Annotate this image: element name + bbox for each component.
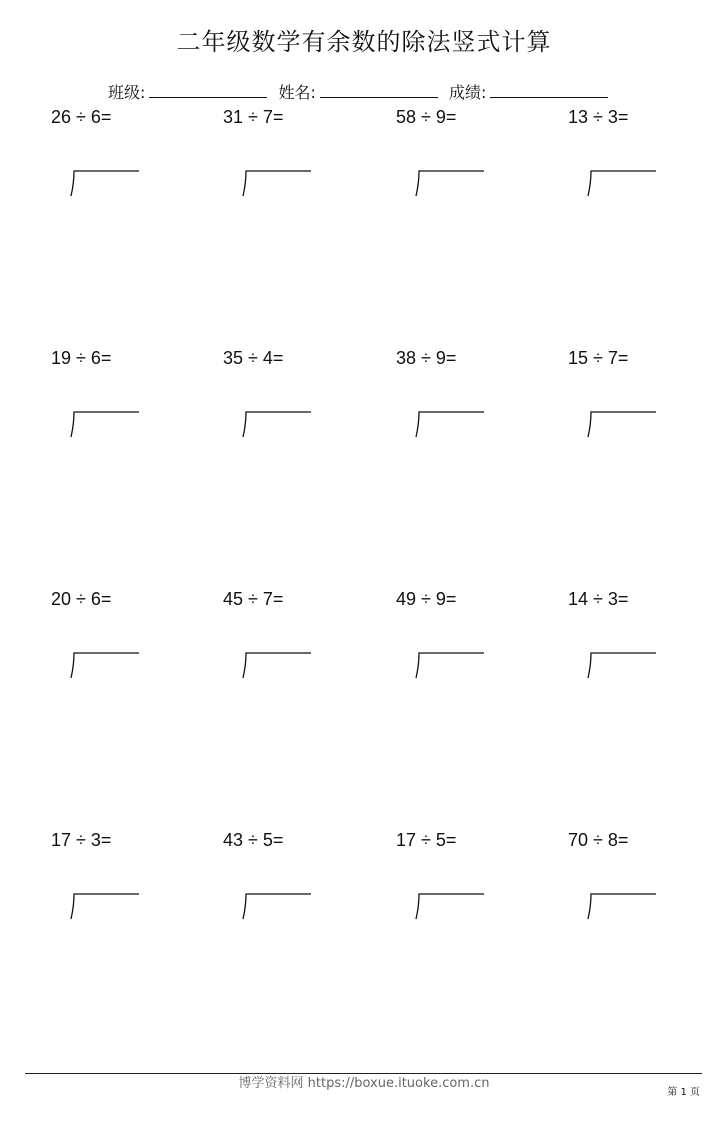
footer-source: 博学资料网 https://boxue.ituoke.com.cn bbox=[238, 1076, 490, 1091]
long-division-bracket[interactable] bbox=[414, 169, 486, 199]
division-expression: 20 ÷ 6= bbox=[51, 589, 112, 609]
problem-item bbox=[223, 107, 383, 227]
problem-item bbox=[568, 830, 728, 950]
problem-item bbox=[568, 589, 728, 709]
score-label: 成绩: bbox=[449, 83, 487, 102]
long-division-bracket[interactable] bbox=[241, 410, 313, 440]
long-division-bracket[interactable] bbox=[586, 169, 658, 199]
problem-item bbox=[51, 107, 211, 227]
long-division-bracket[interactable] bbox=[241, 892, 313, 922]
long-division-bracket[interactable] bbox=[414, 410, 486, 440]
problem-item bbox=[396, 107, 556, 227]
division-expression: 45 ÷ 7= bbox=[223, 589, 284, 609]
problem-item bbox=[396, 830, 556, 950]
long-division-bracket[interactable] bbox=[69, 410, 141, 440]
division-expression: 49 ÷ 9= bbox=[396, 589, 457, 609]
long-division-bracket[interactable] bbox=[241, 169, 313, 199]
problem-item bbox=[223, 348, 383, 468]
division-expression: 26 ÷ 6= bbox=[51, 107, 112, 127]
division-expression: 17 ÷ 3= bbox=[51, 830, 112, 850]
division-expression: 17 ÷ 5= bbox=[396, 830, 457, 850]
problem-item bbox=[223, 589, 383, 709]
problem-item bbox=[51, 830, 211, 950]
long-division-bracket[interactable] bbox=[414, 892, 486, 922]
division-expression: 58 ÷ 9= bbox=[396, 107, 457, 127]
division-expression: 14 ÷ 3= bbox=[568, 589, 629, 609]
long-division-bracket[interactable] bbox=[69, 169, 141, 199]
class-label: 班级: bbox=[108, 83, 146, 102]
division-expression: 15 ÷ 7= bbox=[568, 348, 629, 368]
long-division-bracket[interactable] bbox=[586, 892, 658, 922]
problem-item bbox=[568, 107, 728, 227]
long-division-bracket[interactable] bbox=[414, 651, 486, 681]
problem-item bbox=[568, 348, 728, 468]
problem-item bbox=[396, 589, 556, 709]
division-expression: 31 ÷ 7= bbox=[223, 107, 284, 127]
problem-item bbox=[223, 830, 383, 950]
division-expression: 70 ÷ 8= bbox=[568, 830, 629, 850]
page-title: 二年级数学有余数的除法竖式计算 bbox=[176, 28, 552, 56]
long-division-bracket[interactable] bbox=[586, 651, 658, 681]
long-division-bracket[interactable] bbox=[241, 651, 313, 681]
long-division-bracket[interactable] bbox=[69, 651, 141, 681]
division-expression: 19 ÷ 6= bbox=[51, 348, 112, 368]
problem-item bbox=[51, 348, 211, 468]
division-expression: 38 ÷ 9= bbox=[396, 348, 457, 368]
page-number: 第 1 页 bbox=[667, 1087, 700, 1098]
problem-item bbox=[51, 589, 211, 709]
long-division-bracket[interactable] bbox=[69, 892, 141, 922]
division-expression: 43 ÷ 5= bbox=[223, 830, 284, 850]
division-expression: 35 ÷ 4= bbox=[223, 348, 284, 368]
division-expression: 13 ÷ 3= bbox=[568, 107, 629, 127]
long-division-bracket[interactable] bbox=[586, 410, 658, 440]
name-label: 姓名: bbox=[278, 83, 316, 102]
problem-item bbox=[396, 348, 556, 468]
